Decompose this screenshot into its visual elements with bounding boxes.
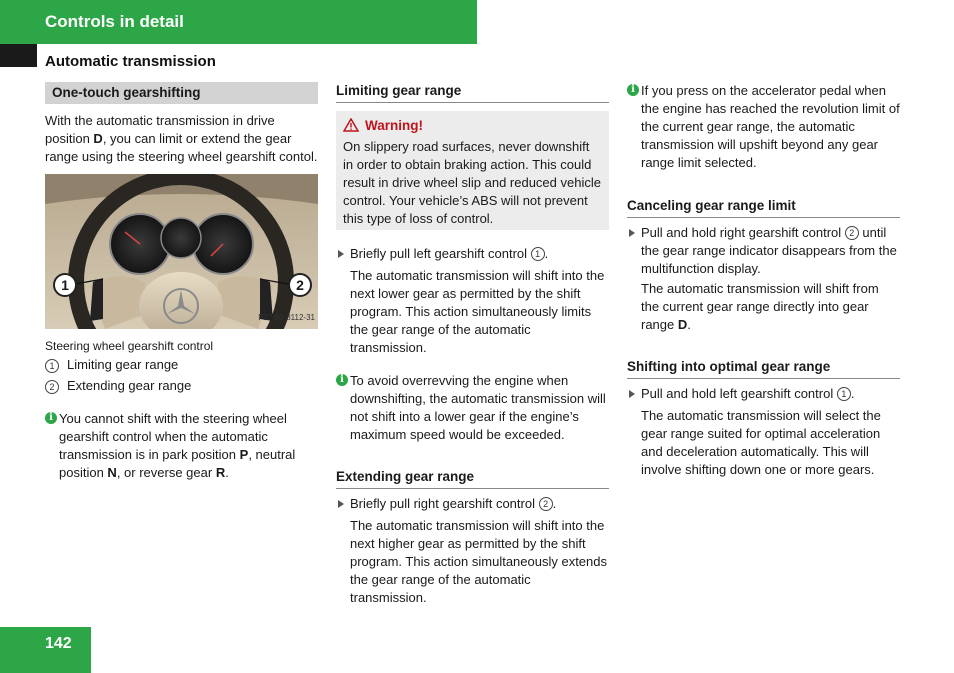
image-code: P27.60-3112-31 xyxy=(258,313,315,322)
canceling-limit-heading: Canceling gear range limit xyxy=(627,197,900,218)
number-circle-icon: 1 xyxy=(837,387,851,401)
step-left-control: Briefly pull left gearshift control 1 . xyxy=(336,245,609,263)
step-cancel-limit: Pull and hold right gearshift control 2 until the gear range indicator disappears from the multifunction display. xyxy=(627,224,900,278)
number-circle-icon: 1 xyxy=(531,247,545,261)
step-arrow-icon xyxy=(629,229,635,237)
step-optimal-range: Pull and hold left gearshift control 1 . xyxy=(627,385,900,403)
warning-text: On slippery road surfaces, never downshift in order to obtain braking action. This could result in drive wheel slip and reduced vehicle control. Your vehicle’s ABS will not prevent this type of loss of control. xyxy=(343,139,601,226)
info-icon: i xyxy=(336,374,348,386)
page-number: 142 xyxy=(45,635,72,652)
info-icon: i xyxy=(45,412,57,424)
overrev-note: i To avoid overrevving the engine when downshifting, the automatic transmission will not shift into a lower gear if the engine’s maximum speed would be exceeded. xyxy=(336,372,609,444)
warning-title: Warning! xyxy=(343,117,602,135)
number-circle-icon: 1 xyxy=(45,359,59,373)
steering-wheel-illustration xyxy=(45,174,318,329)
one-touch-heading: One-touch gearshifting xyxy=(45,82,318,104)
step-result: The automatic transmission will shift into the next lower gear as permitted by the shift program. This action simultaneously limits the gear range of the automatic transmission. xyxy=(350,268,605,355)
step-arrow-icon xyxy=(338,500,344,508)
step-result: The automatic transmission will select the gear range suited for optimal acceleration and deceleration automatically. This will involve shifting down one or more gears. xyxy=(641,408,881,477)
section-tab-marker xyxy=(0,44,37,67)
limiting-gear-range-heading: Limiting gear range xyxy=(336,82,609,103)
callout-2: 2 xyxy=(288,273,312,297)
step-arrow-icon xyxy=(629,390,635,398)
image-caption: Steering wheel gearshift control xyxy=(45,339,214,353)
step-result: The automatic transmission will shift into the next higher gear as permitted by the shift program. This action simultaneously extends the gear range of the automatic transmission. xyxy=(350,518,607,605)
number-circle-icon: 2 xyxy=(45,380,59,394)
header-title: Controls in detail xyxy=(45,12,184,31)
column-3 xyxy=(627,82,900,479)
column-1 xyxy=(45,82,318,482)
number-circle-icon: 2 xyxy=(845,226,859,240)
section-title: Automatic transmission xyxy=(45,53,216,70)
optimal-gear-range-heading: Shifting into optimal gear range xyxy=(627,358,900,379)
step-right-control: Briefly pull right gearshift control 2 . xyxy=(336,495,609,513)
number-circle-icon: 2 xyxy=(539,497,553,511)
step-result: The automatic transmission will shift from the current gear range directly into gear range D. xyxy=(641,281,879,332)
header-bar xyxy=(0,0,477,44)
column-2 xyxy=(336,82,609,607)
legend-item: 2 Extending gear range xyxy=(45,377,318,395)
park-position-note: i You cannot shift with the steering wheel gearshift control when the automatic transmission is in park position P, neutral position N, or reverse gear R. xyxy=(45,410,318,482)
legend-item: 1 Limiting gear range xyxy=(45,356,318,374)
warning-box xyxy=(336,111,609,230)
intro-paragraph: With the automatic transmission in drive position D, you can limit or extend the gear range using the steering wheel gearshift contol. xyxy=(45,113,318,164)
warning-triangle-icon xyxy=(343,118,359,132)
callout-1: 1 xyxy=(53,273,77,297)
info-icon: i xyxy=(627,84,639,96)
step-arrow-icon xyxy=(338,250,344,258)
steering-wheel-photo xyxy=(45,174,318,329)
extending-gear-range-heading: Extending gear range xyxy=(336,468,609,489)
page-number-box xyxy=(0,627,91,673)
upshift-note: i If you press on the accelerator pedal when the engine has reached the revolution limit of the current gear range, the automatic transmission will upshift beyond any gear range limit selected. xyxy=(627,82,900,172)
